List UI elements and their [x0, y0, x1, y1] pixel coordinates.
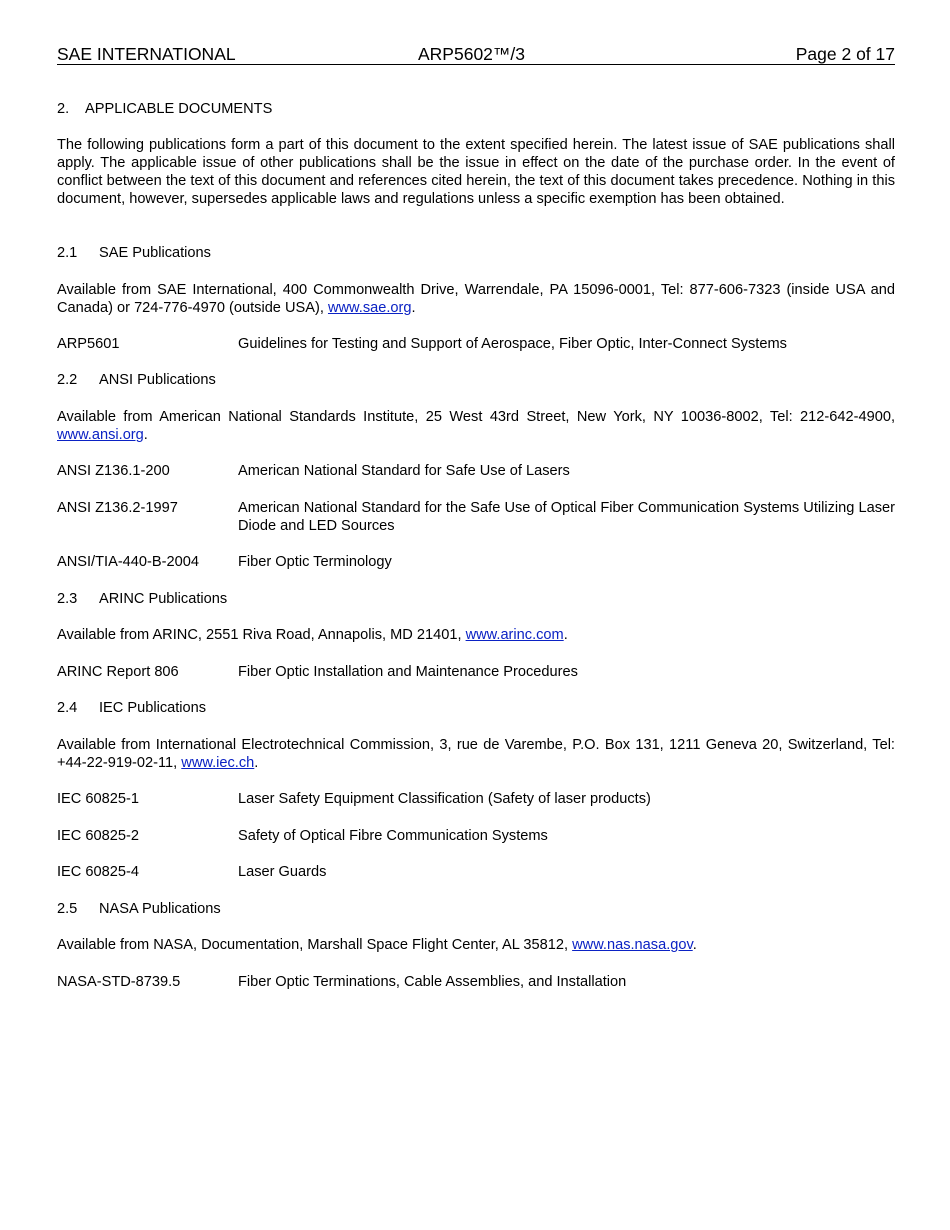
reference-code: ANSI/TIA-440-B-2004	[57, 554, 199, 570]
reference-code: NASA-STD-8739.5	[57, 974, 181, 990]
section-intro: The following publications form a part of this document to the extent specified herein. The latest issue of SAE publications shall apply. The applicable issue of other publications shall be the issue in effect on the date of the purchase order. In the event of conflict between the text of this document and references cited herein, the text of this document takes precedence. Nothing in this document, however, supersedes applicable laws and regulations unless a specific exemption has been obtained.	[57, 137, 895, 207]
reference-row	[57, 335, 895, 353]
section-title: APPLICABLE DOCUMENTS	[85, 101, 273, 117]
subsection-number: 2.4	[57, 700, 78, 716]
header-page-number: Page 2 of 17	[795, 44, 895, 64]
reference-description: American National Standard for the Safe Use of Optical Fiber Communication Systems Utilizing Laser Diode and LED Sources	[238, 500, 895, 534]
subsection-heading-ansi	[57, 371, 895, 389]
section-number: 2.	[57, 101, 70, 117]
reference-code: IEC 60825-4	[57, 864, 139, 880]
arinc-website-link[interactable]: www.arinc.com	[465, 627, 564, 643]
reference-code: ANSI Z136.1-200	[57, 463, 170, 479]
reference-description: Fiber Optic Installation and Maintenance Procedures	[238, 664, 578, 680]
availability-nasa: Available from NASA, Documentation, Marshall Space Flight Center, AL 35812, www.nas.nasa.gov.	[57, 937, 697, 953]
availability-arinc: Available from ARINC, 2551 Riva Road, Annapolis, MD 21401, www.arinc.com.	[57, 627, 568, 643]
subsection-title: NASA Publications	[99, 901, 221, 917]
page-header	[57, 44, 895, 65]
subsection-number: 2.1	[57, 245, 78, 261]
subsection-number: 2.5	[57, 901, 78, 917]
reference-row	[57, 973, 895, 991]
subsection-heading-iec	[57, 699, 895, 717]
availability-text: Available from SAE International, 400 Commonwealth Drive, Warrendale, PA 15096-0001, Tel: 877-606-7323 (inside USA and Canada) or 724-776-4970 (outside USA),	[57, 282, 895, 316]
header-doc-number: ARP5602™/3	[418, 44, 526, 64]
subsection-heading-sae	[57, 244, 895, 262]
availability-sae: Available from SAE International, 400 Commonwealth Drive, Warrendale, PA 15096-0001, Tel: 877-606-7323 (inside USA and Canada) or 724-776-4970 (outside USA), www.sae.org.	[57, 282, 895, 316]
reference-description: Fiber Optic Terminations, Cable Assemblies, and Installation	[238, 974, 627, 990]
reference-row	[57, 827, 895, 845]
subsection-title: SAE Publications	[99, 245, 211, 261]
subsection-number: 2.2	[57, 372, 78, 388]
reference-code: IEC 60825-2	[57, 828, 139, 844]
section-heading	[57, 100, 895, 118]
nasa-website-link[interactable]: www.nas.nasa.gov	[572, 937, 693, 953]
reference-description: Fiber Optic Terminology	[238, 554, 392, 570]
reference-row	[57, 790, 895, 808]
reference-description: American National Standard for Safe Use of Lasers	[238, 463, 570, 479]
reference-code: IEC 60825-1	[57, 791, 139, 807]
availability-iec: Available from International Electrotechnical Commission, 3, rue de Varembe, P.O. Box 131, 1211 Geneva 20, Switzerland, Tel: +44-22-919-02-11, www.iec.ch.	[57, 737, 895, 771]
subsection-title: ARINC Publications	[99, 591, 228, 607]
reference-description: Laser Safety Equipment Classification (Safety of laser products)	[238, 791, 651, 807]
subsection-heading-nasa	[57, 900, 895, 918]
reference-description: Laser Guards	[238, 864, 327, 880]
reference-row	[57, 663, 895, 681]
subsection-title: IEC Publications	[99, 700, 207, 716]
subsection-heading-arinc	[57, 590, 895, 608]
reference-row	[57, 863, 895, 881]
availability-text: Available from ARINC, 2551 Riva Road, Annapolis, MD 21401,	[57, 627, 466, 643]
iec-website-link[interactable]: www.iec.ch	[181, 755, 255, 771]
sae-website-link[interactable]: www.sae.org	[327, 300, 412, 316]
reference-row	[57, 462, 895, 480]
reference-row	[57, 553, 895, 571]
reference-code: ARINC Report 806	[57, 664, 179, 680]
reference-description: Safety of Optical Fibre Communication Systems	[238, 828, 548, 844]
reference-code: ARP5601	[57, 336, 120, 352]
reference-code: ANSI Z136.2-1997	[57, 500, 178, 516]
header-org: SAE INTERNATIONAL	[57, 44, 236, 64]
reference-description: Guidelines for Testing and Support of Aerospace, Fiber Optic, Inter-Connect Systems	[238, 336, 787, 352]
availability-ansi: Available from American National Standards Institute, 25 West 43rd Street, New York, NY 10036-8002, Tel: 212-642-4900, www.ansi.org.	[57, 409, 895, 443]
subsection-number: 2.3	[57, 591, 78, 607]
reference-row	[57, 499, 895, 535]
availability-text: Available from International Electrotechnical Commission, 3, rue de Varembe, P.O. Box 131, 1211 Geneva 20, Switzerland, Tel: +44-22-919-02-11,	[57, 737, 895, 771]
subsection-title: ANSI Publications	[99, 372, 216, 388]
availability-text: Available from American National Standards Institute, 25 West 43rd Street, New York, NY 10036-8002, Tel: 212-642-4900,	[57, 409, 895, 425]
ansi-website-link[interactable]: www.ansi.org	[57, 427, 144, 443]
availability-text: Available from NASA, Documentation, Marshall Space Flight Center, AL 35812,	[57, 937, 573, 953]
